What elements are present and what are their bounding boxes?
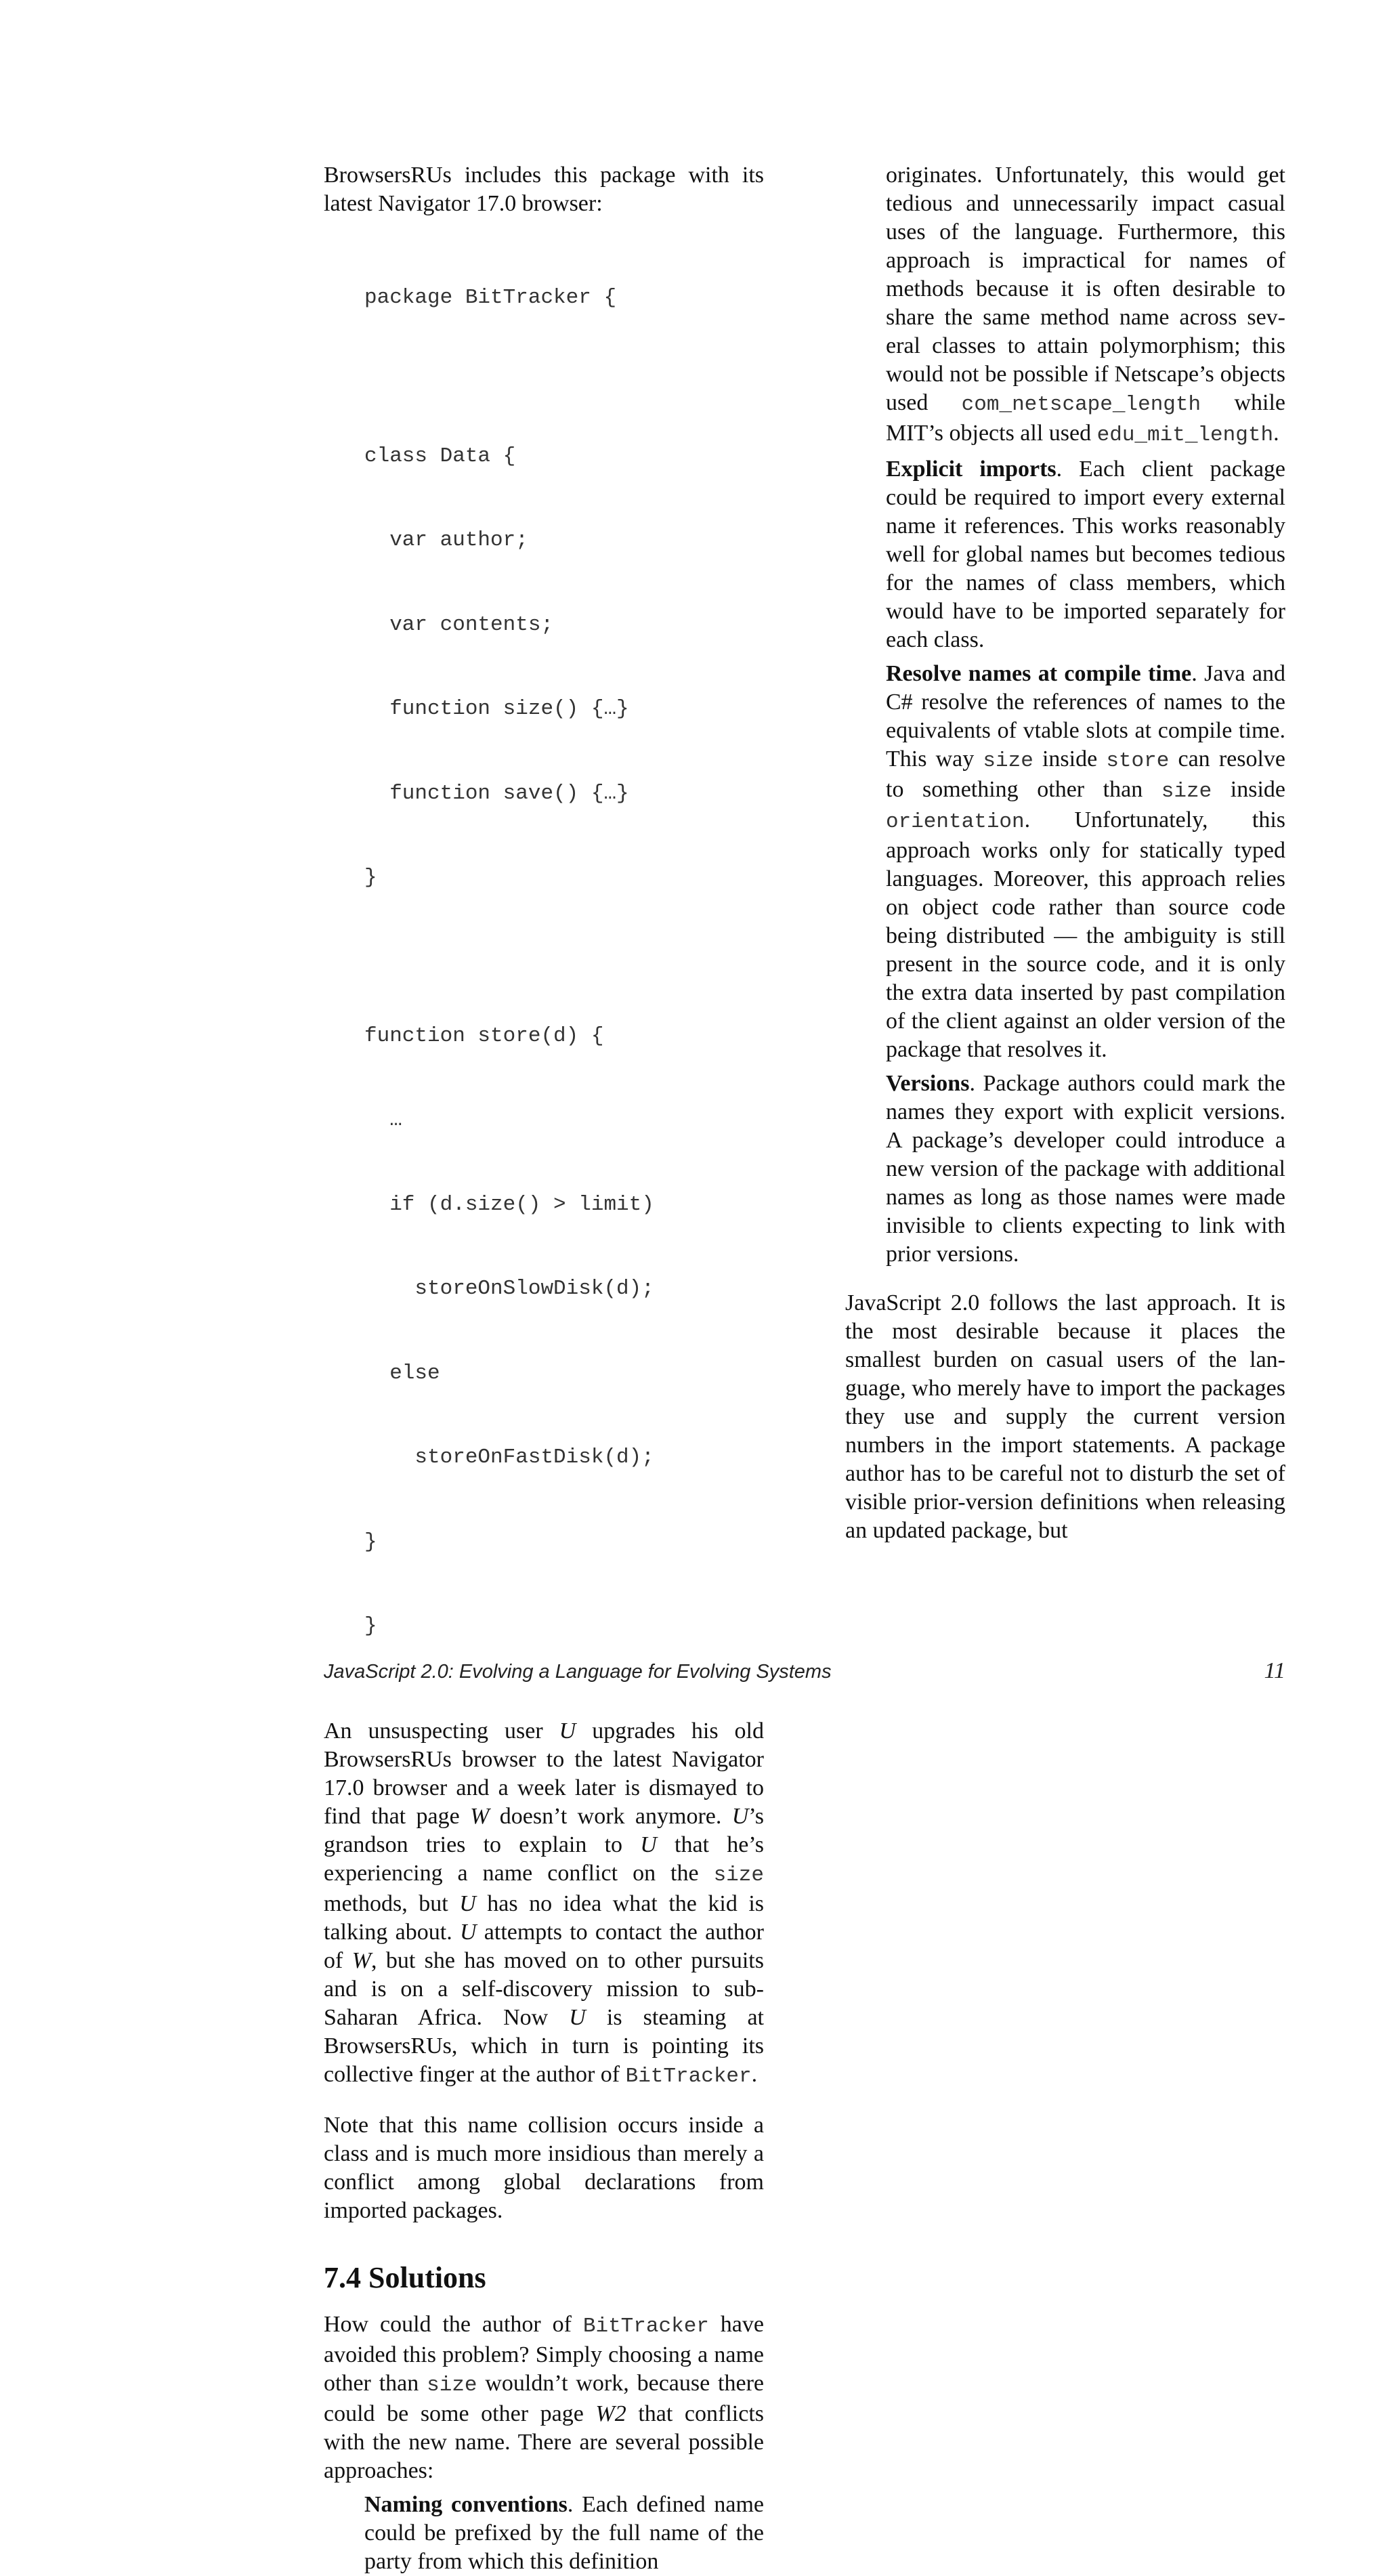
text: How could the author of: [324, 2311, 583, 2337]
left-column: [324, 161, 764, 2576]
text: . Each defined name could be prefixed by the full name of the party from which this definition: [364, 2491, 765, 2574]
text: that he’s experiencing a name conflict on the: [324, 1832, 764, 1886]
approach-title: Resolve names at compile time: [886, 661, 1192, 686]
text: attempts to contact the author of: [324, 1919, 764, 1973]
text: inside: [1212, 777, 1285, 802]
code-line: storeOnFastDisk(d);: [364, 1445, 654, 1469]
text: wouldn’t work, because there could be some other page: [324, 2370, 765, 2426]
text: have avoided this problem? Simply choosing a name other than: [324, 2311, 764, 2396]
variable: W: [351, 1947, 372, 1973]
question-paragraph: [324, 2310, 764, 2485]
approach-title: Naming conventions: [364, 2491, 568, 2517]
code-line: var contents;: [364, 612, 554, 637]
inline-code: com_netscape_length: [961, 393, 1201, 417]
inline-code: size: [427, 2373, 477, 2397]
text: . Unfortunately, this approach works only for statically typed languages. Moreover, this approach relies on object code rather than source code being distributed — the ambiguity is still present in the source code, and it is only the extra data inserted by past compilation of the client against an older version of the package that resolves it.: [886, 807, 1285, 1062]
text: .: [751, 2061, 758, 2087]
approach-explicit-imports: [886, 455, 1285, 654]
variable: W2: [595, 2401, 626, 2426]
section-heading: 7.4 Solutions: [324, 2260, 486, 2294]
approach-versions: [886, 1070, 1285, 1269]
approach-list: [886, 161, 1285, 1269]
right-column: [845, 161, 1285, 1545]
variable: U: [640, 1832, 657, 1857]
inline-code: size: [1161, 780, 1212, 803]
code-line: else: [364, 1361, 440, 1385]
code-line: function save() {…}: [364, 781, 629, 805]
variable: U: [459, 1891, 476, 1916]
inline-code: orientation: [886, 810, 1025, 834]
text: methods, but: [324, 1891, 460, 1916]
code-line: function store(d) {: [364, 1023, 604, 1048]
text: originates. Unfortunately, this would get tedious and unnecessarily impact casual uses of the language. Furthermore, this approach is impractical for names of methods because it is often desirable to share the same method name across several classes to attain polymorphism; this would not be possible if Netscape’s objects used: [886, 163, 1285, 415]
approach-naming-conventions: [364, 2491, 764, 2576]
scenario-paragraph: [324, 1717, 764, 2091]
text: . Package authors could mark the names they export with explicit versions. A package’s developer could introduce a new version of the package with additional names as long as those names were made invisible to clients expecting to link with prior versions.: [886, 1071, 1285, 1267]
code-line: }: [364, 1529, 377, 1554]
inline-code: BitTracker: [582, 2314, 709, 2338]
text: inside: [1033, 746, 1107, 772]
approach-title: Versions: [886, 1071, 970, 1096]
text: ’s grandson tries to explain to: [324, 1803, 765, 1857]
variable: W: [470, 1803, 490, 1829]
code-line: package BitTracker {: [364, 286, 617, 310]
inline-code: BitTracker: [625, 2064, 752, 2088]
text: upgrades his old BrowsersRUs browser to the latest Navigator 17.0 browser and a week later is dismayed to find that page: [324, 1718, 764, 1829]
approach-title: Explicit imports: [886, 457, 1057, 482]
page-number: 11: [1264, 1658, 1285, 1683]
code-line: function size() {…}: [364, 697, 629, 721]
inline-code: size: [713, 1863, 764, 1887]
inline-code: size: [983, 749, 1033, 773]
code-line: var author;: [364, 528, 528, 552]
variable: U: [731, 1803, 749, 1829]
text: that conflicts with the new name. There are several possible approaches:: [324, 2401, 764, 2483]
text: has no idea what the kid is talking about.: [324, 1891, 765, 1945]
approach-naming-continued: [886, 161, 1285, 450]
note-paragraph: Note that this name collision occurs inside a class and is much more insidious than merely a conflict among global declarations from imported packages.: [324, 2112, 764, 2223]
text: An unsuspecting user: [324, 1718, 559, 1744]
code-line: }: [364, 1614, 377, 1638]
inline-code: store: [1106, 749, 1170, 773]
approach-compile-time: [886, 660, 1285, 1064]
variable: U: [459, 1919, 477, 1945]
intro-paragraph: BrowsersRUs includes this package with its latest Navigator 17.0 browser:: [324, 163, 764, 216]
code-blank-line: [364, 948, 764, 966]
closing-paragraph: JavaScript 2.0 follows the last approach. It is the most desirable because it places the smallest burden on casual users of the language, who merely have to import the packages they use and supply the current version numbers in the import statements. A package author has to be careful not to disturb the set of visible prior-version definitions when releasing an updated package, but: [845, 1290, 1285, 1543]
variable: U: [569, 2004, 586, 2030]
footer-title: JavaScript 2.0: Evolving a Language for Evolving Systems: [324, 1661, 832, 1683]
inline-code: edu_mit_length: [1096, 423, 1274, 447]
code-line: …: [364, 1108, 402, 1132]
variable: U: [559, 1718, 576, 1744]
text: while MIT’s objects all used: [886, 390, 1285, 446]
code-line: class Data {: [364, 444, 516, 468]
text: is steaming at BrowsersRUs, which in turn is pointing its collective finger at the author of: [324, 2004, 764, 2087]
code-line: if (d.size() > limit): [364, 1192, 654, 1217]
code-line: }: [364, 866, 377, 889]
text: can resolve to something other than: [886, 746, 1285, 802]
code-blank-line: [364, 368, 764, 386]
code-listing: [364, 228, 764, 1697]
text: , but she has moved on to other pursuits and is on a self-discovery mission to sub-Saharan Africa. Now: [324, 1947, 764, 2030]
text: . Each client package could be required to import every external name it references. This works reasonably well for global names but becomes tedious for the names of class members, which would have to be imported separately for each class.: [886, 457, 1285, 652]
code-line: storeOnSlowDisk(d);: [364, 1277, 654, 1301]
text: doesn’t work anymore.: [489, 1803, 732, 1829]
text: . Java and C# resolve the references of names to the equivalents of vtable slots at compile time. This way: [886, 661, 1285, 772]
text: .: [1273, 421, 1279, 446]
